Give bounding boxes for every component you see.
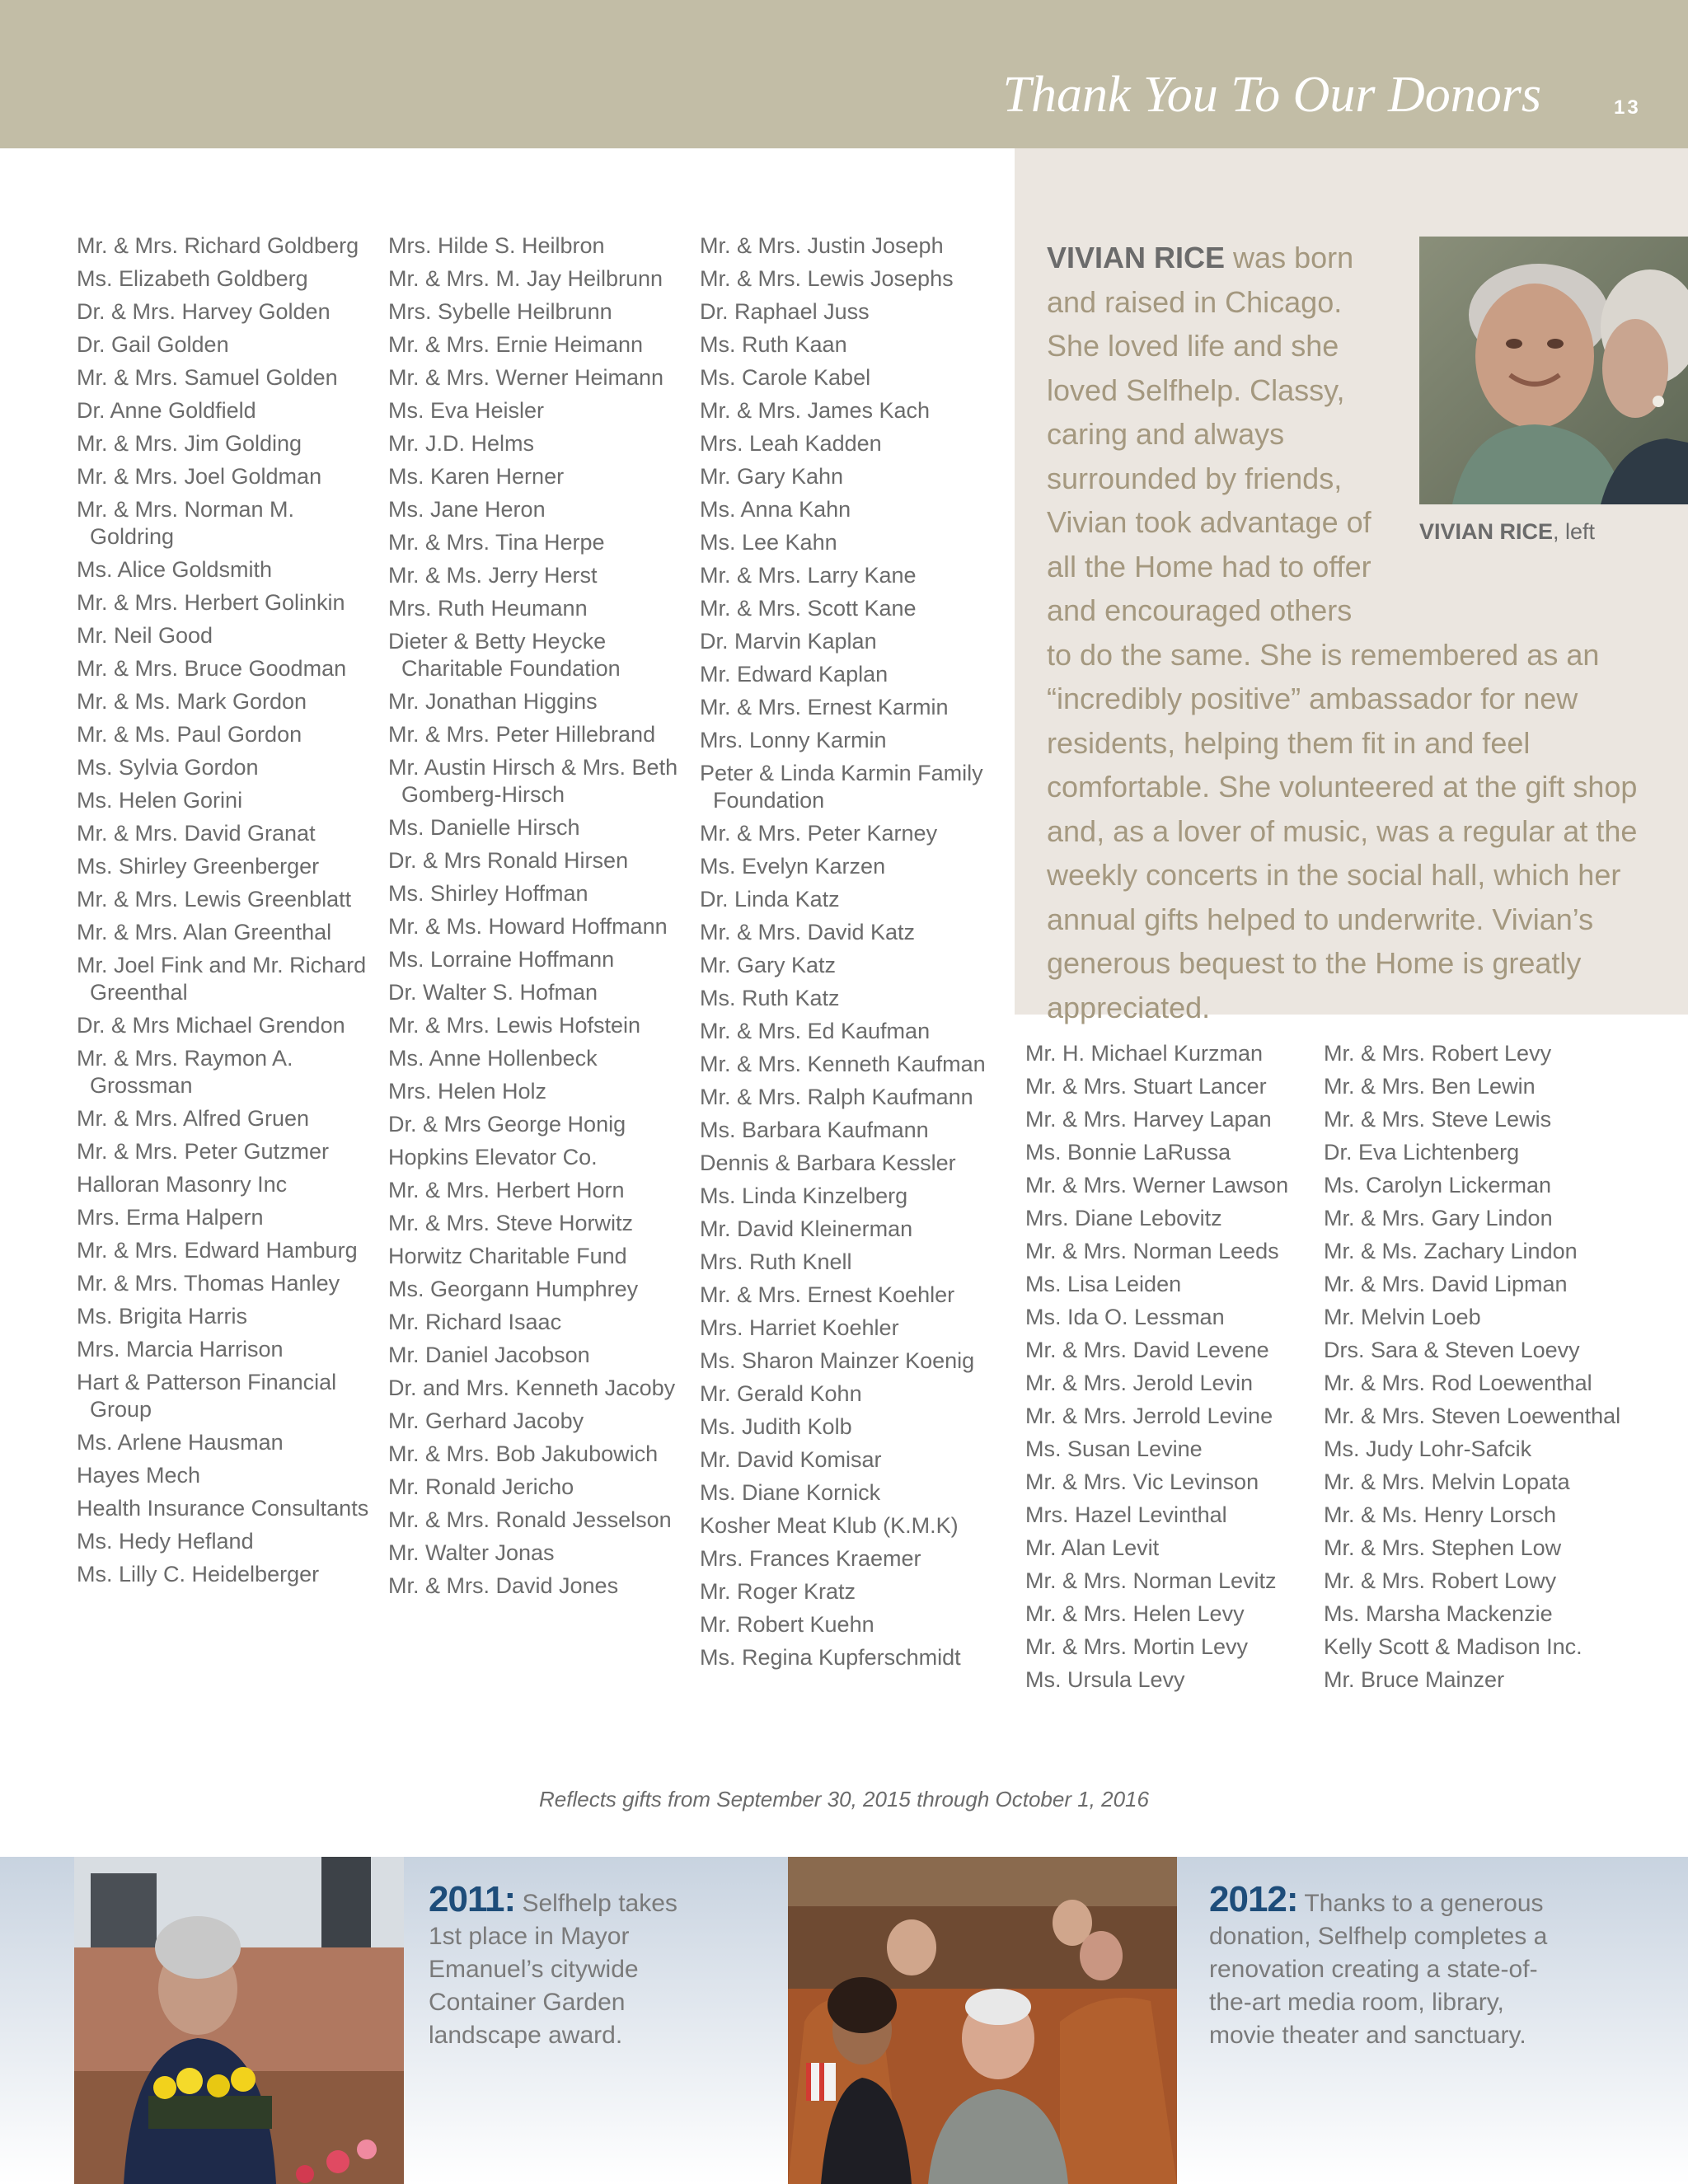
- donor-entry: Mr. & Mrs. Steve Horwitz: [388, 1211, 634, 1235]
- donor-entry: Mr. & Mrs. Herbert Golinkin: [77, 590, 345, 615]
- page-title: Thank You To Our Donors: [1002, 67, 1541, 123]
- donor-entry: Ms. Alice Goldsmith: [77, 557, 273, 582]
- donor-entry: Dr. Linda Katz: [700, 887, 840, 912]
- donor-entry: Dr. & Mrs. Harvey Golden: [77, 299, 331, 324]
- donor-entry: Dr. and Mrs. Kenneth Jacoby: [388, 1376, 676, 1400]
- donor-entry: Mrs. Hilde S. Heilbron: [388, 233, 605, 258]
- donor-entry: Ms. Carole Kabel: [700, 365, 871, 390]
- donor-entry: Mr. & Mrs. Scott Kane: [700, 596, 917, 621]
- donor-entry: Mrs. Hazel Levinthal: [1025, 1502, 1227, 1527]
- donor-entry: Kosher Meat Klub (K.M.K): [700, 1513, 959, 1538]
- donor-entry: Mr. & Mrs. Samuel Golden: [77, 365, 338, 390]
- donor-entry: Ms. Eva Heisler: [388, 398, 545, 423]
- donor-entry: Mr. Bruce Mainzer: [1324, 1667, 1505, 1692]
- donor-entry: Hopkins Elevator Co.: [388, 1145, 598, 1169]
- donor-entry: Mr. Gary Kahn: [700, 464, 844, 489]
- caption-name: VIVIAN RICE: [1419, 519, 1554, 544]
- donor-entry: Mr. & Mrs. Robert Lowy: [1324, 1568, 1557, 1593]
- donor-entry: Mr. Gary Katz: [700, 953, 837, 977]
- donor-entry: Mr. Alan Levit: [1025, 1535, 1160, 1560]
- donor-entry: Peter & Linda Karmin Family Foundation: [700, 761, 983, 813]
- donor-entry: Ms. Hedy Hefland: [77, 1529, 254, 1554]
- donor-entry: Mr. & Mrs. David Lipman: [1324, 1272, 1568, 1296]
- page-number: 13: [1614, 96, 1641, 119]
- donor-entry: Mr. & Ms. Mark Gordon: [77, 689, 307, 714]
- donor-entry: Mr. & Mrs. Melvin Lopata: [1324, 1469, 1570, 1494]
- donor-entry: Ms. Evelyn Karzen: [700, 854, 886, 879]
- donor-entry: Ms. Lisa Leiden: [1025, 1272, 1182, 1296]
- donor-entry: Mr. & Mrs. Peter Karney: [700, 821, 938, 846]
- donor-entry: Dr. Gail Golden: [77, 332, 229, 357]
- donor-entry: Mr. David Kleinerman: [700, 1216, 913, 1241]
- garden-award-photo: [74, 1857, 404, 2184]
- donor-entry: Mr. & Mrs. Bruce Goodman: [77, 656, 347, 681]
- donor-entry: Ms. Elizabeth Goldberg: [77, 266, 308, 291]
- donor-entry: Mr. & Mrs. Joel Goldman: [77, 464, 322, 489]
- donor-entry: Mr. Jonathan Higgins: [388, 689, 598, 714]
- donor-entry: Mr. & Mrs. Norman Leeds: [1025, 1239, 1279, 1263]
- donor-entry: Mr. Edward Kaplan: [700, 662, 889, 687]
- donor-entry: Horwitz Charitable Fund: [388, 1244, 627, 1268]
- donor-entry: Dr. & Mrs Michael Grendon: [77, 1013, 345, 1038]
- donor-entry: Mr. & Mrs. Raymon A. Grossman: [77, 1046, 293, 1098]
- donor-entry: Mrs. Diane Lebovitz: [1025, 1206, 1222, 1230]
- donor-entry: Ms. Barbara Kaufmann: [700, 1118, 929, 1142]
- donor-entry: Ms. Ursula Levy: [1025, 1667, 1185, 1692]
- donor-entry: Mr. & Mrs. Bob Jakubowich: [388, 1441, 659, 1466]
- donor-entry: Ms. Diane Kornick: [700, 1480, 881, 1505]
- donor-entry: Ms. Bonnie LaRussa: [1025, 1140, 1231, 1165]
- donor-entry: Ms. Helen Gorini: [77, 788, 243, 813]
- donor-entry: Mr. H. Michael Kurzman: [1025, 1041, 1264, 1066]
- donor-entry: Mr. Joel Fink and Mr. Richard Greenthal: [77, 953, 367, 1005]
- donor-entry: Mr. & Mrs. Werner Lawson: [1025, 1173, 1289, 1197]
- donor-entry: Mrs. Sybelle Heilbrunn: [388, 299, 612, 324]
- donor-entry: Mr. & Mrs. Peter Hillebrand: [388, 722, 656, 747]
- donor-entry: Ms. Shirley Greenberger: [77, 854, 320, 879]
- donor-entry: Mr. & Mrs. Richard Goldberg: [77, 233, 359, 258]
- donor-entry: Mr. & Mrs. David Levene: [1025, 1338, 1269, 1362]
- donor-entry: Mr. & Mrs. Kenneth Kaufman: [700, 1052, 986, 1076]
- photo-caption: [1419, 519, 1595, 545]
- donor-entry: Ms. Regina Kupferschmidt: [700, 1645, 961, 1670]
- donor-entry: Mrs. Ruth Knell: [700, 1249, 852, 1274]
- page-header: [0, 0, 1688, 148]
- donor-entry: Dr. & Mrs Ronald Hirsen: [388, 848, 629, 873]
- donor-entry: Mr. Roger Kratz: [700, 1579, 856, 1604]
- donor-entry: Mr. & Mrs. Norman Levitz: [1025, 1568, 1277, 1593]
- donor-entry: Ms. Judith Kolb: [700, 1414, 852, 1439]
- milestone-2011: [429, 1879, 701, 2052]
- donor-entry: Ms. Sylvia Gordon: [77, 755, 259, 780]
- donor-entry: Mr. & Mrs. Jerrold Levine: [1025, 1404, 1273, 1428]
- donor-entry: Mr. & Mrs. Ronald Jesselson: [388, 1507, 672, 1532]
- donor-entry: Dieter & Betty Heycke Charitable Foundation: [388, 629, 621, 681]
- donor-entry: Mrs. Marcia Harrison: [77, 1337, 284, 1361]
- donor-entry: Mrs. Lonny Karmin: [700, 728, 887, 752]
- donor-entry: Mr. & Mrs. Rod Loewenthal: [1324, 1371, 1592, 1395]
- donor-entry: Dr. Raphael Juss: [700, 299, 870, 324]
- donor-entry: Ms. Arlene Hausman: [77, 1430, 284, 1455]
- vivian-rice-photo: [1419, 237, 1688, 504]
- donor-entry: Dr. Walter S. Hofman: [388, 980, 598, 1005]
- donor-entry: Mr. & Ms. Howard Hoffmann: [388, 914, 668, 939]
- donor-entry: Mr. Melvin Loeb: [1324, 1305, 1481, 1329]
- donor-entry: Mr. & Mrs. Vic Levinson: [1025, 1469, 1259, 1494]
- donor-entry: Ms. Lorraine Hoffmann: [388, 947, 615, 972]
- donor-entry: Mr. & Mrs. Norman M. Goldring: [77, 497, 295, 549]
- donor-entry: Ms. Lilly C. Heidelberger: [77, 1562, 320, 1586]
- donor-entry: Ms. Lee Kahn: [700, 530, 837, 555]
- donor-entry: Mr. & Ms. Henry Lorsch: [1324, 1502, 1557, 1527]
- donor-entry: Mr. & Mrs. Alfred Gruen: [77, 1106, 310, 1131]
- donor-entry: Mr. Robert Kuehn: [700, 1612, 874, 1637]
- donor-entry: Ms. Judy Lohr-Safcik: [1324, 1436, 1532, 1461]
- donor-entry: Ms. Karen Herner: [388, 464, 565, 489]
- donor-entry: Mr. & Mrs. Herbert Horn: [388, 1178, 625, 1202]
- donor-column-3: [700, 232, 1005, 1677]
- donor-entry: Mr. Daniel Jacobson: [388, 1343, 590, 1367]
- feature-text: was born and raised in Chicago. She loved life and she loved Selfhelp. Classy, caring and always surrounded by friends, Vivian took advantage of all the Home had to offer and encouraged others to do the same. She is remembered as an “incredibly positive” ambassador for new residents, helping them fit in and feel comfortable. She volunteered at the gift shop and, as a lover of music, was a regular at the weekly concerts in the social hall, which her annual gifts helped to underwrite. Vivian’s generous bequest to the Home is greatly appreciated.: [1047, 241, 1638, 1024]
- donor-entry: Dr. Marvin Kaplan: [700, 629, 877, 654]
- milestone-year: 2011:: [429, 1879, 516, 1919]
- donor-entry: Mr. Walter Jonas: [388, 1540, 555, 1565]
- donor-entry: Mr. J.D. Helms: [388, 431, 535, 456]
- donor-entry: Mr. & Mrs. Jim Golding: [77, 431, 302, 456]
- donor-entry: Hayes Mech: [77, 1463, 201, 1488]
- donor-entry: Halloran Masonry Inc: [77, 1172, 288, 1197]
- donor-entry: Mr. & Mrs. Werner Heimann: [388, 365, 664, 390]
- donor-entry: Mr. & Mrs. Larry Kane: [700, 563, 917, 588]
- milestone-year: 2012:: [1209, 1879, 1298, 1919]
- donor-entry: Mr. & Ms. Jerry Herst: [388, 563, 598, 588]
- donor-entry: Dennis & Barbara Kessler: [700, 1151, 956, 1175]
- donor-column-5: [1324, 1040, 1629, 1699]
- donor-entry: Ms. Ruth Kaan: [700, 332, 847, 357]
- donor-entry: Mrs. Leah Kadden: [700, 431, 882, 456]
- donor-entry: Mr. Ronald Jericho: [388, 1474, 574, 1499]
- milestone-text: Thanks to a generous donation, Selfhelp completes a renovation creating a state-of-the-art media room, library, movie theater and sanctuary.: [1209, 1890, 1548, 2049]
- donor-entry: Mr. Neil Good: [77, 623, 213, 648]
- donor-entry: Ms. Anne Hollenbeck: [388, 1046, 598, 1071]
- donor-entry: Mr. & Mrs. M. Jay Heilbrunn: [388, 266, 663, 291]
- donor-entry: Dr. Eva Lichtenberg: [1324, 1140, 1520, 1165]
- donor-entry: Ms. Sharon Mainzer Koenig: [700, 1348, 975, 1373]
- donor-entry: Mr. & Mrs. Harvey Lapan: [1025, 1107, 1272, 1132]
- donor-entry: Mr. & Mrs. Ben Lewin: [1324, 1074, 1536, 1099]
- donor-entry: Mrs. Helen Holz: [388, 1079, 547, 1104]
- donor-entry: Mr. & Mrs. Ed Kaufman: [700, 1019, 931, 1043]
- donor-entry: Mr. & Mrs. Thomas Hanley: [77, 1271, 340, 1296]
- donor-entry: Ms. Ruth Katz: [700, 986, 840, 1010]
- donor-entry: Mr. & Mrs. James Kach: [700, 398, 931, 423]
- donor-entry: Mr. & Mrs. Helen Levy: [1025, 1601, 1245, 1626]
- donor-entry: Mr. & Mrs. Alan Greenthal: [77, 920, 332, 944]
- donor-entry: Mr. Richard Isaac: [388, 1310, 562, 1334]
- donor-entry: Ms. Shirley Hoffman: [388, 881, 588, 906]
- donor-entry: Mr. & Mrs. Gary Lindon: [1324, 1206, 1553, 1230]
- donor-entry: Mr. & Mrs. Justin Joseph: [700, 233, 944, 258]
- donor-entry: Mr. & Mrs. Jerold Levin: [1025, 1371, 1254, 1395]
- donor-entry: Mr. & Mrs. Robert Levy: [1324, 1041, 1552, 1066]
- milestone-text: Selfhelp takes 1st place in Mayor Emanuel’s citywide Container Garden landscape award.: [429, 1890, 678, 2049]
- donor-column-2: [388, 232, 693, 1605]
- donor-entry: Health Insurance Consultants: [77, 1496, 369, 1521]
- donor-entry: Mr. & Ms. Zachary Lindon: [1324, 1239, 1578, 1263]
- donor-entry: Mr. & Mrs. David Katz: [700, 920, 916, 944]
- donor-entry: Dr. Anne Goldfield: [77, 398, 256, 423]
- donor-entry: Ms. Susan Levine: [1025, 1436, 1203, 1461]
- donor-entry: Kelly Scott & Madison Inc.: [1324, 1634, 1582, 1659]
- donor-entry: Mr. & Mrs. Stuart Lancer: [1025, 1074, 1267, 1099]
- donor-entry: Mr. & Mrs. Ernest Karmin: [700, 695, 949, 719]
- theater-photo: [788, 1857, 1177, 2184]
- caption-suffix: , left: [1553, 519, 1596, 544]
- donor-entry: Mrs. Ruth Heumann: [388, 596, 588, 621]
- donor-entry: Mr. & Mrs. Edward Hamburg: [77, 1238, 358, 1263]
- feature-name: VIVIAN RICE: [1047, 241, 1226, 274]
- donor-entry: Mr. & Mrs. Mortin Levy: [1025, 1634, 1249, 1659]
- donor-entry: Mr. Austin Hirsch & Mrs. Beth Gomberg-Hirsch: [388, 755, 678, 807]
- donor-entry: Mr. Gerald Kohn: [700, 1381, 862, 1406]
- donor-entry: Hart & Patterson Financial Group: [77, 1370, 337, 1422]
- milestone-2012: [1209, 1879, 1555, 2052]
- donor-entry: Drs. Sara & Steven Loevy: [1324, 1338, 1580, 1362]
- donor-entry: Mr. Gerhard Jacoby: [388, 1408, 584, 1433]
- donor-entry: Ms. Jane Heron: [388, 497, 546, 522]
- donor-entry: Ms. Brigita Harris: [77, 1304, 248, 1329]
- donor-entry: Mrs. Erma Halpern: [77, 1205, 264, 1230]
- donor-column-4: [1025, 1040, 1330, 1699]
- donor-entry: Mr. & Mrs. Ernie Heimann: [388, 332, 644, 357]
- donor-entry: Ms. Danielle Hirsch: [388, 815, 580, 840]
- donor-entry: Ms. Carolyn Lickerman: [1324, 1173, 1552, 1197]
- donor-entry: Mr. & Mrs. Peter Gutzmer: [77, 1139, 330, 1164]
- donor-entry: Mrs. Harriet Koehler: [700, 1315, 899, 1340]
- donor-entry: Mr. & Mrs. Lewis Hofstein: [388, 1013, 641, 1038]
- donor-column-1: [77, 232, 382, 1594]
- donor-entry: Mr. & Mrs. Ralph Kaufmann: [700, 1085, 973, 1109]
- donor-entry: Mr. & Mrs. Lewis Greenblatt: [77, 887, 352, 912]
- donor-entry: Ms. Anna Kahn: [700, 497, 851, 522]
- donor-entry: Mr. & Mrs. Steven Loewenthal: [1324, 1404, 1621, 1428]
- donor-entry: Mr. & Ms. Paul Gordon: [77, 722, 302, 747]
- donor-entry: Ms. Georgann Humphrey: [388, 1277, 639, 1301]
- donor-entry: Mrs. Frances Kraemer: [700, 1546, 921, 1571]
- donor-entry: Ms. Marsha Mackenzie: [1324, 1601, 1553, 1626]
- gift-period-note: Reflects gifts from September 30, 2015 through October 1, 2016: [539, 1787, 1149, 1811]
- donor-entry: Mr. & Mrs. David Granat: [77, 821, 316, 846]
- donor-entry: Mr. & Mrs. Steve Lewis: [1324, 1107, 1552, 1132]
- donor-entry: Ms. Ida O. Lessman: [1025, 1305, 1225, 1329]
- donor-entry: Mr. & Mrs. Stephen Low: [1324, 1535, 1562, 1560]
- donor-entry: Mr. & Mrs. Lewis Josephs: [700, 266, 954, 291]
- donor-entry: Ms. Linda Kinzelberg: [700, 1183, 908, 1208]
- donor-entry: Mr. & Mrs. Ernest Koehler: [700, 1282, 955, 1307]
- donor-entry: Dr. & Mrs George Honig: [388, 1112, 626, 1137]
- donor-entry: Mr. & Mrs. David Jones: [388, 1573, 619, 1598]
- donor-entry: Mr. David Komisar: [700, 1447, 882, 1472]
- donor-entry: Mr. & Mrs. Tina Herpe: [388, 530, 605, 555]
